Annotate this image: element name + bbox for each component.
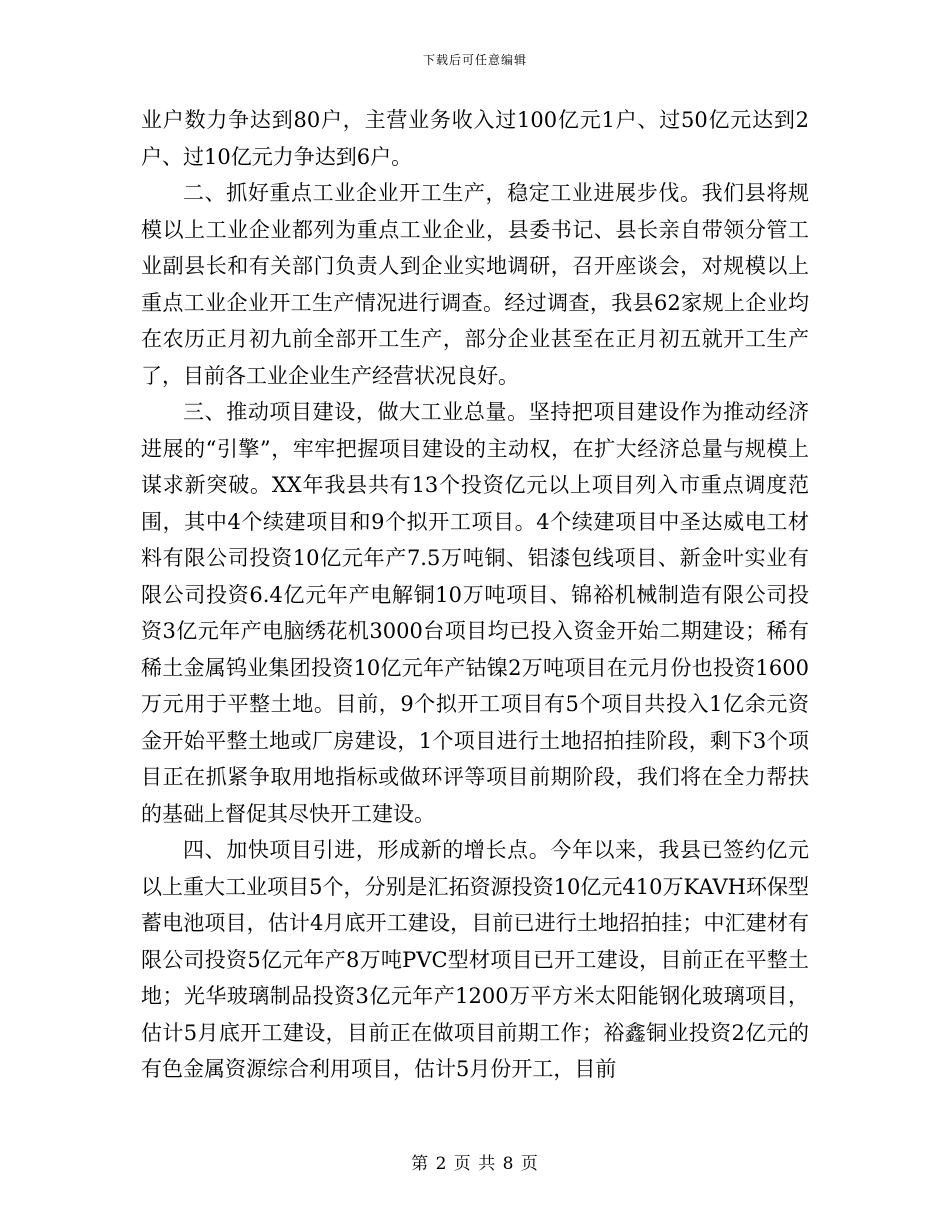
paragraph-2: 二、抓好重点工业企业开工生产，稳定工业进展步伐。我们县将规模以上工业企业都列为重点工业企业，县委书记、县长亲自带领分管工业副县长和有关部门负责人到企业实地调研，召开座谈会，对规模以上重点工业企业开工生产情况进行调查。经过调查，我县62家规上企业均在农历正月初九前全部开工生产，部分企业甚至在正月初五就开工生产了，目前各工业企业生产经营状况良好。 [141,181,809,388]
paragraph-4: 四、加快项目引进，形成新的增长点。今年以来，我县已签约亿元以上重大工业项目5个，分别是汇拓资源投资10亿元410万KAVH环保型蓄电池项目，估计4月底开工建设，目前已进行土地招拍挂；中汇建材有限公司投资5亿元年产8万吨PVC型材项目已开工建设，目前正在平整土地；光华玻璃制品投资3亿元年产1200万平方米太阳能钢化玻璃项目，估计5月底开工建设，目前正在做项目前期工作；裕鑫铜业投资2亿元的有色金属资源综合利用项目，估计5月份开工，目前 [141,838,809,1081]
paragraph-1: 业户数力争达到80户，主营业务收入过100亿元1户、过50亿元达到2户、过10亿元力争达到6户。 [141,108,809,169]
page-header: 下载后可任意编辑 [422,53,527,67]
page-number: 第 2 页 共 8 页 [411,1154,539,1174]
document-body [141,102,809,1088]
paragraph-3: 三、推动项目建设，做大工业总量。坚持把项目建设作为推动经济进展的“引擎”，牢牢把握项目建设的主动权，在扩大经济总量与规模上谋求新突破。XX年我县共有13个投资亿元以上项目列入市重点调度范围，其中4个续建项目和9个拟开工项目。4个续建项目中圣达威电工材料有限公司投资10亿元年产7.5万吨铜、铝漆包线项目、新金叶实业有限公司投资6.4亿元年产电解铜10万吨项目、锦裕机械制造有限公司投资3亿元年产电脑绣花机3000台项目均已投入资金开始二期建设；稀有稀土金属钨业集团投资10亿元年产钴镍2万吨项目在元月份也投资1600万元用于平整土地。目前，9个拟开工项目有5个项目共投入1亿余元资金开始平整土地或厂房建设，1个项目进行土地招拍挂阶段，剩下3个项目正在抓紧争取用地指标或做环评等项目前期阶段，我们将在全力帮扶的基础上督促其尽快开工建设。 [141,400,809,826]
